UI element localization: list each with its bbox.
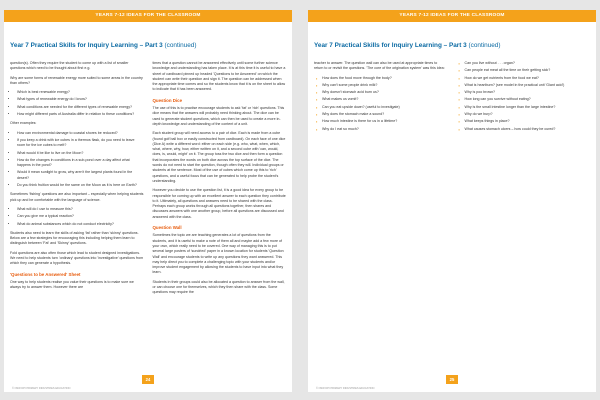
list-item: • What would it be like to live on the Moon? — [17, 151, 144, 156]
paragraph: Fold questions are also often those which lead to student designed investigations. We need to help students turn 'ordinary' questions into 'investigative' questions from which they can generate a hypothesis. — [10, 250, 144, 266]
list-item: ▪ Why does the stomach make a sound? — [322, 112, 448, 117]
list-item: ▪ What makes us vomit? — [322, 97, 448, 102]
list-item: ▪ Why doesn't stomach acid burn us? — [322, 90, 448, 95]
paragraph: times that a question cannot be answered effectively until some further science knowledge and understanding has taken place. It is at this time it is useful to have a sheet of cardboard pinned up headed 'Questions to be Answered' on which the student can write their question and sign it. The question can be addressed when the appropriate time comes and so the students know that it is on the sheet to allow to indicate that it has been answered. — [152, 61, 286, 92]
list-item: ▪ How long can you survive without eating? — [465, 97, 591, 102]
right-page-columns — [314, 61, 590, 136]
list-item: • Would it mean sunlight to grow, why aren't the largest plants found in the desert? — [17, 170, 144, 181]
list-item: • What will do I use to measure this? — [17, 207, 144, 212]
section-heading: 'Questions to be Answered' Sheet — [10, 271, 81, 277]
bullet-list — [10, 131, 144, 189]
list-item: ▪ Why is poo brown? — [465, 90, 591, 95]
list-item: ▪ Why do I eat so much? — [322, 127, 448, 132]
right-column-1 — [314, 61, 448, 136]
list-item: • Do you think fruition would be the same on the Moon as it is here on Earth? — [17, 183, 144, 188]
list-item: • Which is best renewable energy? — [17, 90, 144, 95]
paragraph: Students in their groups could also be allocated a question to answer from the wall, or can choose one for themselves, which they then share with the class. Some questions may require the — [152, 279, 285, 295]
list-item: • How can environmental damage to coastal shores be reduced? — [17, 131, 144, 136]
paragraph: Students also need to learn the skills of asking 'fat' rather than 'skinny' questions. Below are a few strategies for encouraging this including helping them learn to distinguish between 'Fat' and 'Skinny' questions. — [10, 230, 139, 246]
list-item: • How do the changes in conditions in a sub-pond over a day affect what happens in the pond? — [17, 158, 144, 169]
page-header: YEARS 7-12 IDEAS FOR THE CLASSROOM — [308, 10, 596, 22]
paragraph: Sometimes the topic we are teaching generates a lot of questions from the students, and it is useful to make a note of them all and maybe add a few more of your own, which really need to be covered. One way of managing this is to put several large posters of 'sundried' paper in a known location for students 'Question Wall' and encourage students to write up any questions they want answered. This may help direct you to complete a challenging topic with your students and/or improve student engagement by allowing the students to have input into what they learn. — [152, 233, 284, 275]
page-header: YEARS 7-12 IDEAS FOR THE CLASSROOM — [4, 10, 292, 22]
left-page-columns — [10, 61, 286, 300]
list-item: • If you keep a drink with ice cubes in a thermos flask, do you need to leave room for the ice cubes to melt? — [17, 138, 144, 149]
bullet-list — [10, 90, 144, 117]
list-item: • Can you give me a typical reaction? — [17, 214, 144, 219]
left-page — [4, 10, 292, 392]
page-number: 24 — [142, 375, 154, 384]
section-heading: Question Dice — [152, 97, 183, 103]
page-number: 25 — [446, 375, 458, 384]
list-item: ▪ Can people eat meat all the time on their getting sick? — [465, 68, 591, 73]
page-footer — [4, 375, 292, 390]
page-title — [10, 42, 286, 49]
list-item: • What conditions are needed for the different types of renewable energy? — [17, 105, 144, 110]
page-footer — [308, 375, 596, 390]
paragraph: question(s). Often they require the student to come up with a list of smaller questions which need to be thought about first e.g. — [10, 61, 129, 71]
list-item: ▪ What keeps things in place? — [465, 119, 591, 124]
list-item: ▪ What is heartburn? (see model in the practical unit 'Giant acid') — [465, 83, 591, 88]
section-heading: Question Wall — [152, 225, 182, 231]
bullet-list — [314, 76, 448, 132]
list-item: ▪ Why can't some people drink milk? — [322, 83, 448, 88]
list-item: ▪ Why do we burp? — [465, 112, 591, 117]
paragraph: Why are some forms of renewable energy more suited to some areas in the country than others? — [10, 75, 143, 85]
right-column-2 — [457, 61, 591, 136]
page-title — [314, 42, 590, 49]
list-item: ▪ Can you eat upside down? (useful to investigate) — [322, 105, 448, 110]
list-item: ▪ Can you live without . . . organ? — [465, 61, 591, 66]
paragraph: Other examples: — [10, 121, 37, 126]
list-item: • What types of renewable energy do I know? — [17, 97, 144, 102]
list-item: ▪ How much intestine is there for us in a lifetime? — [322, 119, 448, 124]
list-item: ▪ Why is the small intestine longer than the large intestine? — [465, 105, 591, 110]
right-page — [308, 10, 596, 392]
list-item: • What do animal substances which do not conduct electricity? — [17, 222, 144, 227]
paragraph: However you decide to use the question list, it is a good idea for every group to be responsible for coming up with an excellent answer to each question they contribute to it. Ultimately, all questions and answers need to be shared with the class. Perhaps each group works through all questions together, then shares and discusses answers with one another group, before all questions are discussed and answered with the class. — [152, 188, 286, 219]
list-item: ▪ What causes stomach ulcers – how could they be cured? — [465, 127, 591, 132]
list-item: ▪ How does the food move through the body? — [322, 76, 448, 81]
page-title-cont: (continued) — [164, 42, 197, 49]
list-item: ▪ How do we get nutrients from the food we eat? — [465, 76, 591, 81]
bullet-list — [10, 207, 144, 227]
paragraph: teacher to answer. The question wall can also be used at appropriate times to return to or revisit the questions. 'The core of the origination system' was this idea: — [314, 61, 445, 71]
footer-text: © NSW DPI PRIMARY INDUSTRIES EDUCATION — [316, 387, 375, 390]
page-title-cont: (continued) — [468, 42, 501, 49]
left-column-1 — [10, 61, 144, 300]
paragraph: The use of this is to practise encourage students to ask 'fat' or 'rich' questions. This dice means that the answers will probably need thinking about. The dice can be used to generate student questions, which can then be used to create a more in-depth knowledge and understanding of the content of a unit. — [152, 106, 285, 126]
paragraph: Sometimes 'fishing' questions are also important – especially when helping students pick up and be comfortable with the language of science. — [10, 192, 144, 202]
list-item: • How might different parts of Australia differ in relation to these conditions? — [17, 112, 144, 117]
left-column-2 — [153, 61, 287, 300]
paragraph: One way to help students realise you value their questions is to make sure we always try to answer them. However there are — [10, 279, 134, 290]
page-title-main: Year 7 Practical Skills for Inquiry Learning – Part 3 — [10, 42, 163, 49]
footer-text: © NSW DPI PRIMARY INDUSTRIES EDUCATION — [12, 387, 71, 390]
page-title-main: Year 7 Practical Skills for Inquiry Learning – Part 3 — [314, 42, 467, 49]
bullet-list — [457, 61, 591, 132]
paragraph: Each student group will need access to a pair of dice. Each is made from a cube (found golf ball box or easily constructed from cardboard). On each face of one dice (Dice A) write a different word: either on each side (e.g. who, what, when, which, what, where, why, how, either written on it, and a second cube with 'can, would, does, is, would, might' on it. The group toss the two dice and then form a question that incorporates the words on both dice across the top surface of the dice. The words do not need to start the question, though often they will. Individual groups or students at the sentence. Most of the use of cubes which come up this to 'rich' questions, and a useful focus that can be generated to help probe the student's understanding. — [152, 131, 286, 183]
